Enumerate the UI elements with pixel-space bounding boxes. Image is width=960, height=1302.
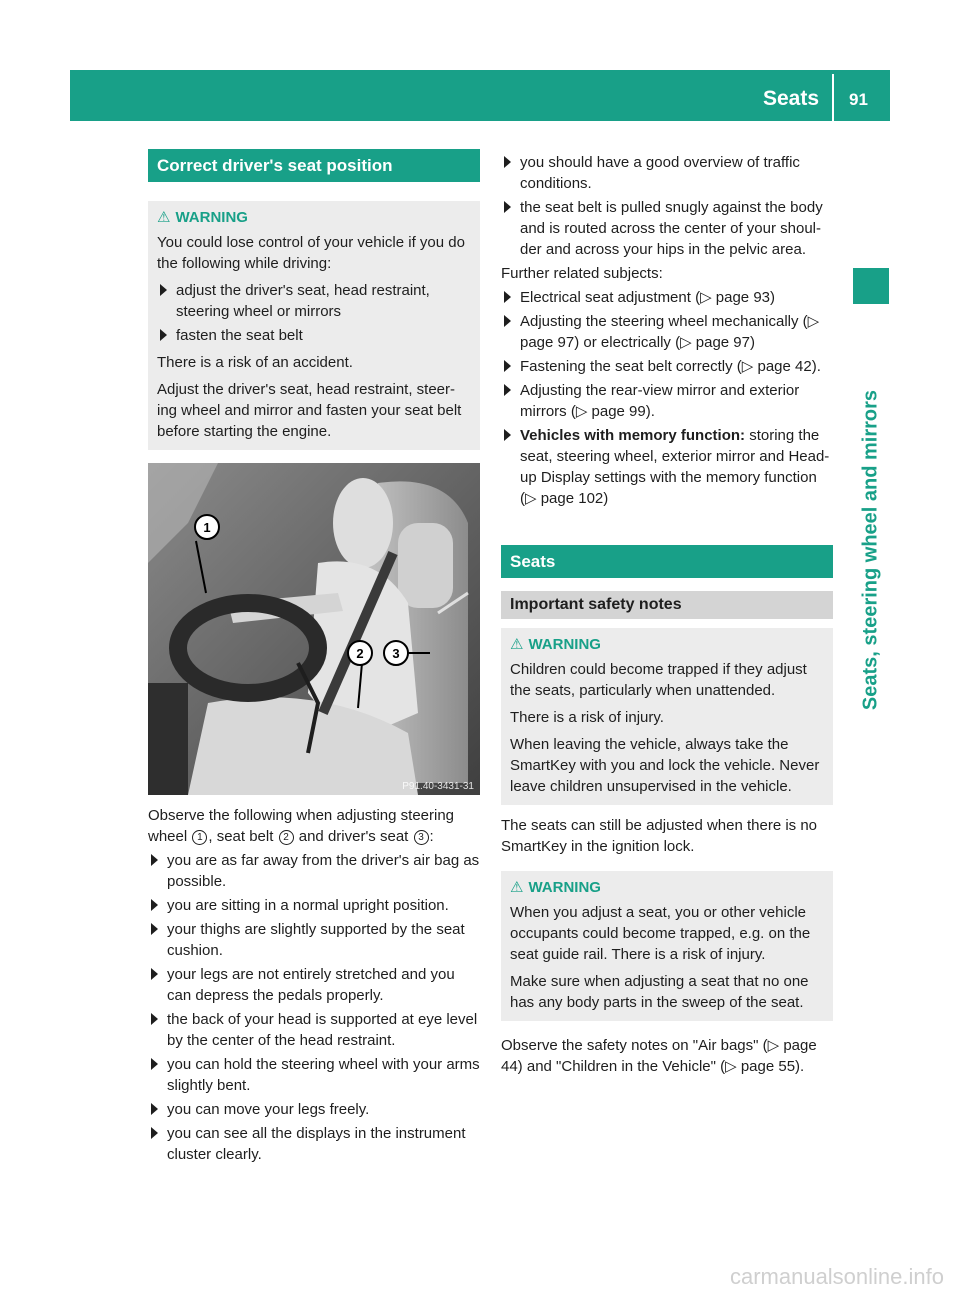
warning-triangle-icon: ⚠ [510, 879, 524, 896]
svg-text:3: 3 [392, 646, 400, 661]
observe-text: , seat belt [208, 828, 278, 845]
side-tab-marker [853, 268, 889, 304]
side-tab-label: Seats, steering wheel and mirrors [859, 389, 882, 711]
warning-list [157, 280, 472, 346]
callout-2 [348, 641, 372, 665]
warning-text: Children could become trapped if they adjust the seats, particularly when unattended. [510, 661, 807, 699]
page-number: 91 [849, 90, 868, 109]
warning-heading [510, 634, 825, 656]
list-item: you can move your legs freely. [148, 1099, 480, 1120]
callout-2-inline: 2 [279, 830, 294, 845]
callout-1 [195, 515, 219, 539]
section-title: Correct driver's seat position [148, 149, 480, 182]
observe-list-continued [501, 152, 833, 260]
warning-risk: There is a risk of an accident. [157, 354, 353, 371]
right-column [501, 152, 833, 1080]
warning-heading [510, 877, 825, 899]
observe-list [148, 850, 480, 1165]
warning-advice: Adjust the driver's seat, head restraint, steer-ing wheel and mirror and fasten your seat belt before starting the engine. [157, 381, 462, 440]
related-link[interactable]: Electrical seat adjustment (▷ page 93) [501, 287, 833, 308]
observe-text: Observe the following when adjusting steering wheel [148, 807, 455, 845]
list-item: the back of your head is supported at eye level by the center of the head restraint. [148, 1009, 480, 1051]
list-item: you should have a good overview of traffic conditions. [501, 152, 833, 194]
list-item: the seat belt is pulled snugly against the body and is routed across the center of your shoul-der and across your hips in the pelvic area. [501, 197, 833, 260]
warning-advice: When leaving the vehicle, always take the SmartKey with you and lock the vehicle. Never leave children unsupervised in the vehicle. [510, 736, 820, 795]
paragraph: Observe the safety notes on "Air bags" (▷ page 44) and "Children in the Vehicle" (▷ page 55). [501, 1037, 817, 1075]
list-item: your legs are not entirely stretched and you can depress the pedals properly. [148, 964, 480, 1006]
svg-text:1: 1 [203, 520, 211, 535]
seat-position-photo [148, 463, 480, 795]
warning-advice: Make sure when adjusting a seat that no one has any body parts in the sweep of the seat. [510, 973, 809, 1011]
warning-triangle-icon: ⚠ [157, 209, 171, 226]
warning-text: When you adjust a seat, you or other vehicle occupants could become trapped, e.g. on the seat guide rail. There is a risk of injury. [510, 904, 811, 963]
warning-box [501, 628, 833, 805]
list-item: you are sitting in a normal upright position. [148, 895, 480, 916]
warning-triangle-icon: ⚠ [510, 636, 524, 653]
related-link-memory[interactable] [501, 425, 833, 509]
list-item: you can hold the steering wheel with your arms slightly bent. [148, 1054, 480, 1096]
safety-notes-heading: Important safety notes [501, 591, 833, 619]
memory-text: storing the seat, steering wheel, exterior mirror and Head-up Display settings with the memory function (▷ page 102) [520, 427, 830, 507]
list-item: your thighs are slightly supported by the seat cushion. [148, 919, 480, 961]
left-column [148, 149, 480, 1168]
related-link[interactable]: Adjusting the steering wheel mechanically (▷ page 97) or electrically (▷ page 97) [501, 311, 833, 353]
warning-risk: There is a risk of injury. [510, 709, 664, 726]
callout-3-inline: 3 [414, 830, 429, 845]
list-item: adjust the driver's seat, head restraint, steering wheel or mirrors [157, 280, 472, 322]
figure-code: P91.40-3431-31 [402, 781, 474, 792]
related-link[interactable]: Fastening the seat belt correctly (▷ page 42). [501, 356, 833, 377]
warning-title: WARNING [528, 636, 601, 653]
observe-text: : [429, 828, 434, 845]
chapter-title: Seats [763, 87, 820, 110]
warning-box [148, 201, 480, 450]
warning-title: WARNING [528, 879, 601, 896]
related-link[interactable]: Adjusting the rear-view mirror and exterior mirrors (▷ page 99). [501, 380, 833, 422]
callout-3 [384, 641, 408, 665]
observe-text: and driver's seat [294, 828, 413, 845]
warning-intro: You could lose control of your vehicle if you do the following while driving: [157, 234, 465, 272]
watermark: carmanualsonline.info [729, 1264, 944, 1289]
callout-1-inline: 1 [192, 830, 207, 845]
seats-section-title: Seats [501, 545, 833, 578]
list-item: you can see all the displays in the instrument cluster clearly. [148, 1123, 480, 1165]
paragraph: The seats can still be adjusted when there is no SmartKey in the ignition lock. [501, 817, 818, 855]
svg-text:2: 2 [356, 646, 364, 661]
memory-label: Vehicles with memory function: [520, 427, 746, 444]
warning-heading [157, 207, 472, 229]
related-list [501, 287, 833, 509]
list-item: you are as far away from the driver's air bag as possible. [148, 850, 480, 892]
list-item: fasten the seat belt [157, 325, 472, 346]
warning-box [501, 871, 833, 1021]
further-label: Further related subjects: [501, 265, 663, 282]
warning-title: WARNING [175, 209, 248, 226]
observe-intro [148, 805, 480, 847]
seat-photo-illustration [148, 463, 480, 795]
header-divider [832, 74, 834, 121]
